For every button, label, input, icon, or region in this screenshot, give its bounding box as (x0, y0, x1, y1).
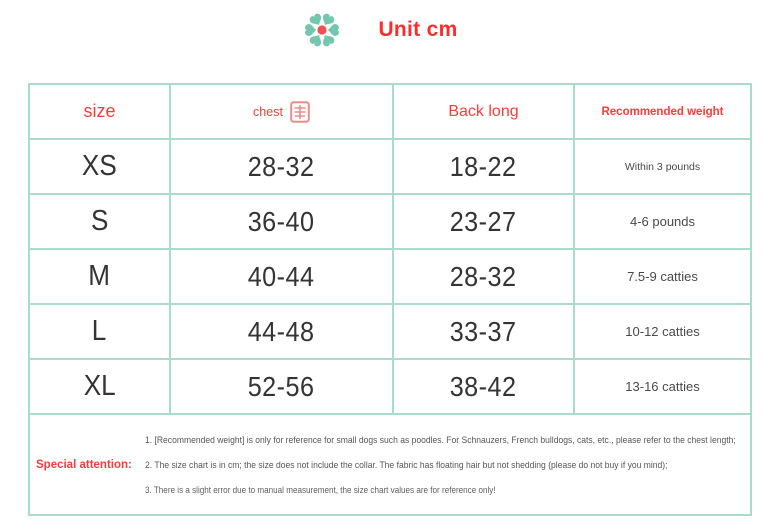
back-long-value: 18-22 (450, 150, 517, 182)
weight-value: 4-6 pounds (629, 214, 696, 229)
back-long-value: 38-42 (450, 370, 517, 402)
chest-value: 52-56 (248, 370, 315, 402)
chest-girth-stamp-icon (290, 101, 310, 123)
back-long-value: 23-27 (450, 205, 517, 237)
header-chest-label: chest (253, 104, 283, 119)
notes-list (145, 415, 750, 514)
special-attention-section (30, 415, 750, 514)
row-xs-back-cell (394, 140, 575, 195)
row-xl-weight-cell (575, 360, 750, 415)
size-table (30, 85, 750, 415)
header-size-label: size (83, 101, 116, 121)
row-m-size-cell (30, 250, 171, 305)
brand-header (0, 6, 760, 54)
row-s-back-cell (394, 195, 575, 250)
row-xl-size-cell (30, 360, 171, 415)
header-size-cell (30, 85, 171, 140)
chest-value: 36-40 (248, 205, 315, 237)
note-item-1: 1. [Recommended weight] is only for reference for small dogs such as poodles. For Schnauzers, French bulldogs, cats, etc., please refer to the chest length; (145, 434, 736, 446)
weight-value: 13-16 catties (625, 379, 700, 394)
note-item-2: 2. The size chart is in cm; the size does not include the collar. The fabric has floating hair but not shedding (please do not buy if you mind); (145, 459, 668, 471)
chest-value: 44-48 (248, 315, 315, 347)
row-l-size-cell (30, 305, 171, 360)
size-value: S (90, 205, 109, 237)
row-xs-size-cell (30, 140, 171, 195)
weight-value: 10-12 catties (625, 324, 700, 339)
header-chest-cell (171, 85, 394, 140)
size-value: M (88, 260, 111, 292)
flower-icon (302, 10, 342, 50)
row-s-chest-cell (171, 195, 394, 250)
back-long-value: 33-37 (450, 315, 517, 347)
row-m-weight-cell (575, 250, 750, 305)
row-xs-chest-cell (171, 140, 394, 195)
row-m-back-cell (394, 250, 575, 305)
row-m-chest-cell (171, 250, 394, 305)
row-xl-back-cell (394, 360, 575, 415)
chest-value: 40-44 (248, 260, 315, 292)
row-l-chest-cell (171, 305, 394, 360)
weight-value: 7.5-9 catties (627, 269, 698, 284)
header-back-long-cell (394, 85, 575, 140)
size-chart-board (28, 83, 752, 516)
row-s-size-cell (30, 195, 171, 250)
weight-value: Within 3 pounds (624, 160, 701, 173)
row-xs-weight-cell (575, 140, 750, 195)
row-l-back-cell (394, 305, 575, 360)
page-title: Unit cm (378, 18, 458, 41)
size-value: XL (83, 370, 116, 402)
row-s-weight-cell (575, 195, 750, 250)
size-value: L (92, 315, 107, 347)
row-xl-chest-cell (171, 360, 394, 415)
chest-value: 28-32 (248, 150, 315, 182)
header-weight-cell (575, 85, 750, 140)
back-long-value: 28-32 (450, 260, 517, 292)
header-weight-label: Recommended weight (601, 105, 724, 118)
row-l-weight-cell (575, 305, 750, 360)
header-back-long-label: Back long (448, 102, 519, 120)
special-attention-label: Special attention: (36, 458, 132, 471)
size-value: XS (82, 150, 117, 182)
note-item-3: 3. There is a slight error due to manual measurement, the size chart values are for reference only! (145, 484, 496, 495)
